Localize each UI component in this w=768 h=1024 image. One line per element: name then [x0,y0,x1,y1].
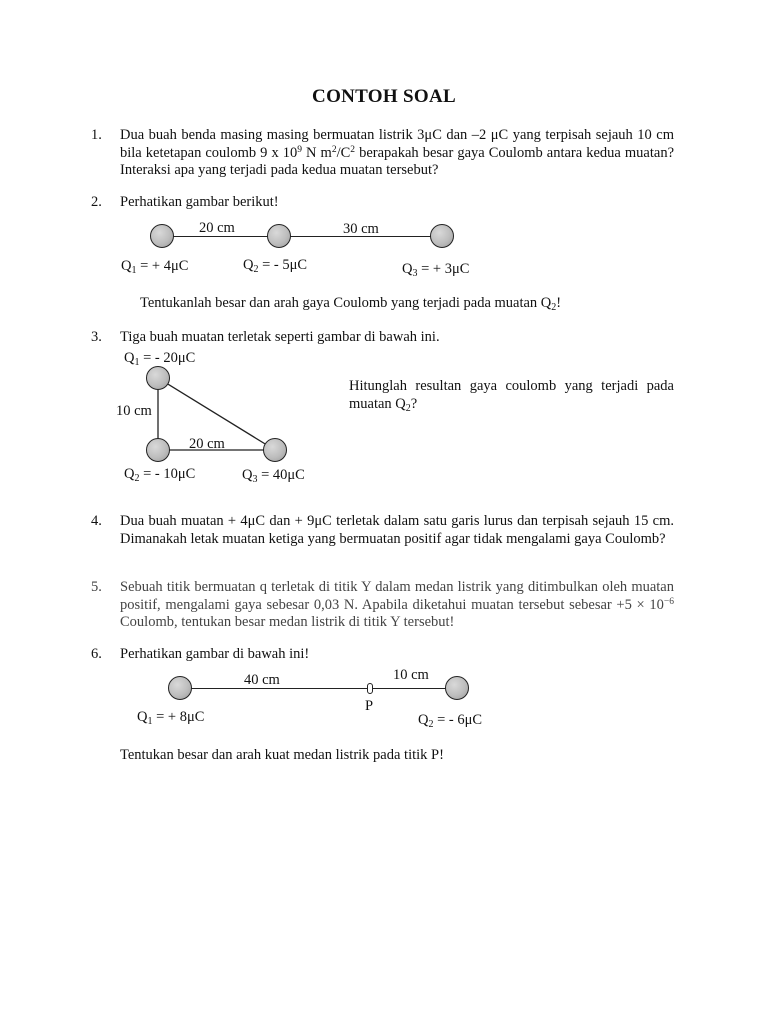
charge-q2-sphere [146,438,170,462]
problem-3-number: 3. [91,329,102,345]
charge-q3-label: $Q_3 = 40\mu C$ [242,467,305,485]
vertical-distance-label: 10 cm [116,403,152,419]
problem-6-number: 6. [91,646,102,662]
problem-3-question: Hitunglah resultan gaya coulomb yang terjadi pada muatan $Q_2$? [349,378,674,414]
problem-5-text: Sebuah titik bermuatan q terletak di titik Y dalam medan listrik yang ditimbulkan oleh muatan positif, mengalami gaya sebesar 0,03 N. Apabila diketahui muatan tersebut sebesar $+5 \times 10^{-6}$ Coulomb, tentukan besar medan listrik di titik Y tersebut! [120,579,674,630]
problem-2-question: Tentukanlah besar dan arah gaya Coulomb yang terjadi pada muatan $Q_2$! [140,295,562,313]
charge-q1-label: $Q_1$ = + 8μC [137,709,205,727]
problem-1-number: 1. [91,127,102,143]
charge-q1-label: $Q_1$ = + 4μC [121,258,189,276]
problem-6-question: Tentukan besar dan arah kuat medan listrik pada titik P! [120,747,444,763]
problem-1-text: Dua buah benda masing masing bermuatan listrik 3μC dan –2 μC yang terpisah sejauh 10 cm bila ketetapan coulomb 9 x $10^9$ N $m^2/C^2$ berapakah besar gaya Coulomb antara kedua muatan? Interaksi apa yang terjadi pada kedua muatan tersebut? [120,127,675,178]
problem-2-text: Perhatikan gambar berikut! [120,194,279,210]
point-p-label: P [365,698,374,714]
charge-q1-sphere [168,676,192,700]
problem-4-text: Dua buah muatan + 4μC dan + 9μC terletak dalam satu garis lurus dan terpisah sejauh 15 cm. Dimanakah letak muatan ketiga yang bermuatan positif agar tidak mengalami gaya Coulomb? [120,513,674,547]
charge-q1-sphere [146,366,170,390]
distance-label-1: 40 cm [244,672,280,688]
problem-6-text: Perhatikan gambar di bawah ini! [120,646,310,662]
charge-q2-label: $Q_2$ = - 6μC [418,712,483,730]
charge-q2-label: $Q_2$ = - 10μC [124,466,196,484]
connecting-line [180,688,457,689]
problem-2-number: 2. [91,194,102,210]
charge-q1-label: $Q_1$ = - 20μC [124,350,196,368]
point-p-marker [367,683,373,694]
distance-label-2: 30 cm [343,221,379,237]
distance-label-2: 10 cm [393,667,429,683]
horizontal-distance-label: 20 cm [189,436,225,452]
charge-q3-sphere [263,438,287,462]
charge-q3-label: $Q_3$ = + 3μC [402,261,470,279]
problem-5-number: 5. [91,579,102,595]
problem-3-text: Tiga buah muatan terletak seperti gambar di bawah ini. [120,329,440,345]
page-title: CONTOH SOAL [312,86,456,107]
problem-4-number: 4. [91,513,102,529]
charge-q2-label: $Q_2$ = - 5μC [243,257,308,275]
charge-q2-sphere [445,676,469,700]
distance-label-1: 20 cm [199,220,235,236]
